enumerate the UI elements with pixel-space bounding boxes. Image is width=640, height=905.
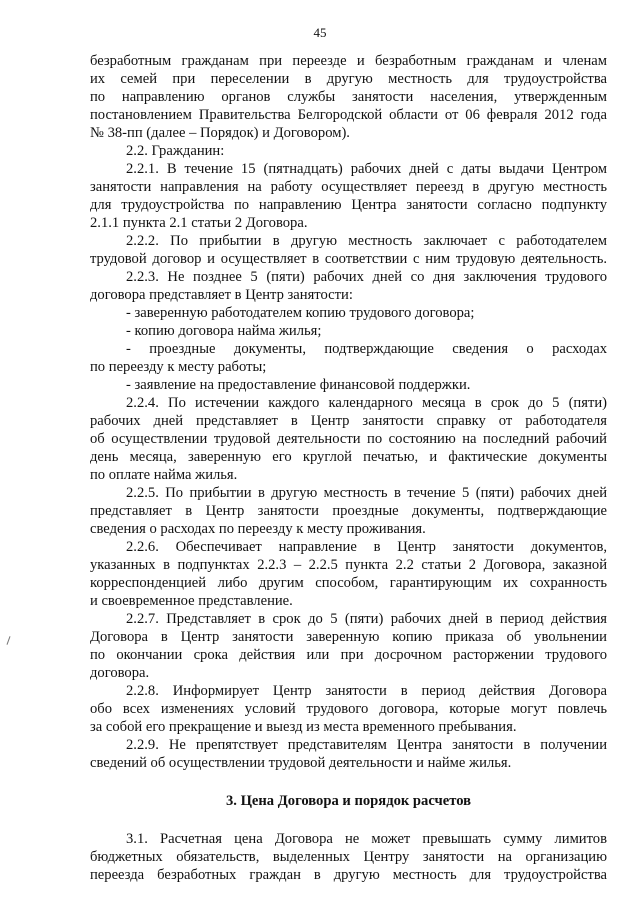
text-line: 2.2.2. По прибытии в другую местность заключает с работодателем — [126, 233, 607, 249]
text-line: по окончании срока действия или при досрочном расторжении трудового — [90, 647, 607, 663]
text-line: 2.2.9. Не препятствует представителям Центра занятости в получении — [126, 737, 607, 753]
text-line: 2.2.5. По прибытии в другую местность в течение 5 (пяти) рабочих дней — [126, 485, 607, 501]
text-line: 3.1. Расчетная цена Договора не может превышать сумму лимитов — [126, 831, 607, 847]
section-heading: 3. Цена Договора и порядок расчетов — [225, 793, 472, 809]
text-line: за собой его прекращение и выезд из места временного пребывания. — [90, 719, 517, 735]
text-line: 2.2.4. По истечении каждого календарного месяца в срок до 5 (пяти) — [126, 395, 607, 411]
text-line: корреспонденцией либо другим способом, гарантирующим их сохранность — [90, 575, 607, 591]
text-line: 2.2.7. Представляет в срок до 5 (пяти) рабочих дней в период действия — [126, 611, 607, 627]
text-line: 2.1.1 пункта 2.1 статьи 2 Договора. — [90, 215, 308, 231]
text-line: - проездные документы, подтверждающие сведения о расходах — [126, 341, 607, 357]
text-line: 2.2.8. Информирует Центр занятости в период действия Договора — [126, 683, 607, 699]
text-line: № 38-пп (далее – Порядок) и Договором). — [90, 125, 350, 141]
text-line: их семей при переселении в другую местность для трудоустройства — [90, 71, 607, 87]
text-line: - заверенную работодателем копию трудового договора; — [126, 305, 475, 321]
article-2-text — [90, 52, 607, 772]
article-3-text — [90, 830, 607, 884]
text-line: сведений об осуществлении трудовой деятельности и найме жилья. — [90, 755, 512, 771]
text-line: бюджетных обязательств, выделенных Центру занятости на организацию — [90, 849, 607, 865]
text-line: обо всех изменениях условий трудового договора, которые могут повлечь — [90, 701, 607, 717]
text-line: по оплате найма жилья. — [90, 467, 238, 483]
text-line: 2.2.1. В течение 15 (пятнадцать) рабочих дней с даты выдачи Центром — [126, 161, 607, 177]
text-line: рабочих дней представляет в Центр занятости справку от работодателя — [90, 413, 607, 429]
text-line: сведения о расходах по переезду к месту проживания. — [90, 521, 426, 537]
text-line: постановлением Правительства Белгородской области от 06 февраля 2012 года — [90, 107, 607, 123]
text-line: для трудоустройства по направлению Центра занятости согласно подпункту — [90, 197, 607, 213]
text-line: об осуществлении трудовой деятельности по состоянию на последний рабочий — [90, 431, 607, 447]
text-line: 2.2.6. Обеспечивает направление в Центр занятости документов, — [126, 539, 607, 555]
text-line: - заявление на предоставление финансовой поддержки. — [126, 377, 471, 393]
text-line: безработным гражданам при переезде и безработным гражданам и членам — [90, 53, 607, 69]
section-spacer — [90, 772, 607, 792]
document-body — [90, 52, 607, 884]
text-line: Договора в Центр занятости заверенную копию приказа об увольнении — [90, 629, 607, 645]
text-line: 2.2. Гражданин: — [126, 143, 225, 159]
text-line: трудовой договор и осуществляет в соответствии с ним трудовую деятельность. — [90, 251, 607, 267]
text-line: переезда безработных граждан в другую местность для трудоустройства — [90, 867, 607, 883]
text-line: занятости направления на работу осуществляет переезд в другую местность — [90, 179, 607, 195]
text-line: и своевременное представление. — [90, 593, 293, 609]
text-line: по направлению органов службы занятости населения, утвержденным — [90, 89, 607, 105]
text-line: представляет в Центр занятости проездные документы, подтверждающие — [90, 503, 607, 519]
text-line: - копию договора найма жилья; — [126, 323, 322, 339]
section-spacer — [90, 810, 607, 830]
text-line: указанных в подпунктах 2.2.3 – 2.2.5 пункта 2.2 статьи 2 Договора, заказной — [90, 557, 607, 573]
text-line: по переезду к месту работы; — [90, 359, 267, 375]
text-line: договора. — [90, 665, 150, 681]
text-line: день месяца, заверенную его круглой печатью, и фактические документы — [90, 449, 607, 465]
page-number: 45 — [313, 25, 327, 40]
margin-pen-mark — [6, 636, 10, 645]
text-line: 2.2.3. Не позднее 5 (пяти) рабочих дней со дня заключения трудового — [126, 269, 607, 285]
text-line: договора представляет в Центр занятости: — [90, 287, 353, 303]
